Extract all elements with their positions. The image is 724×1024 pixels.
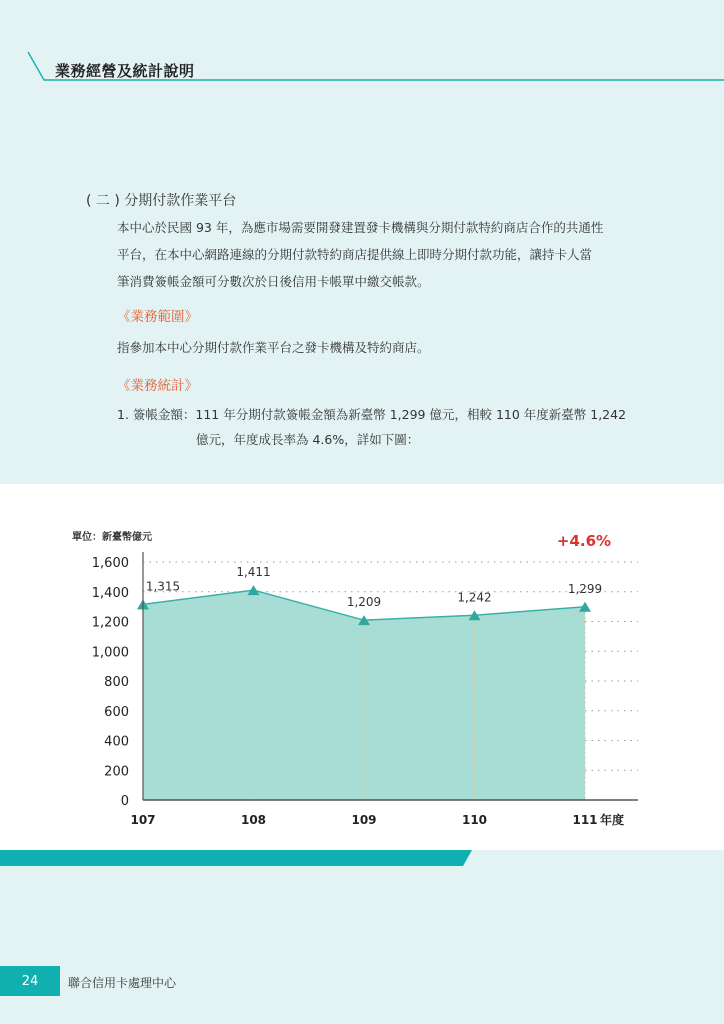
intro-line: 本中心於民國 93 年，為應市場需要開發建置發卡機構與分期付款特約商店合作的共通性 — [117, 220, 604, 235]
y-tick-label: 1,000 — [91, 645, 129, 661]
growth-label: +4.6% — [556, 532, 612, 550]
unit-label: 單位：新臺幣億元 — [72, 532, 152, 543]
y-tick-label: 200 — [104, 764, 129, 780]
x-tick-label: 108 — [240, 813, 267, 827]
stats-line-1: 1. 簽帳金額：111 年分期付款簽帳金額為新臺幣 1,299 億元，相較 110 年度新臺幣 1,242 — [117, 407, 627, 422]
teal-band — [0, 850, 724, 866]
value-label: 1,411 — [236, 565, 271, 580]
x-tick-label: 109 — [351, 813, 377, 827]
value-label: 1,209 — [346, 595, 382, 610]
x-tick-label: 111 — [572, 813, 598, 827]
x-tick-label: 110 — [461, 813, 488, 827]
page-header — [0, 0, 724, 90]
y-tick-label: 1,200 — [91, 615, 129, 631]
page-number: 24 — [0, 966, 60, 996]
x-axis-label: 年度 — [600, 813, 625, 827]
intro-line: 筆消費簽帳金額可分數次於日後信用卡帳單中繳交帳款。 — [117, 274, 430, 289]
value-label: 1,315 — [145, 579, 181, 594]
y-tick-label: 1,600 — [91, 556, 129, 571]
plot-area — [137, 585, 591, 800]
y-tick-label: 800 — [104, 675, 129, 690]
value-label: 1,242 — [457, 590, 492, 605]
scope-heading: 《業務範圍》 — [117, 309, 198, 325]
intro-paragraph — [117, 214, 642, 295]
y-tick-label: 400 — [104, 734, 129, 750]
stats-line-2: 億元，年度成長率為 4.6%，詳如下圖： — [196, 432, 420, 447]
y-tick-label: 0 — [120, 794, 129, 809]
y-tick-label: 600 — [104, 704, 129, 720]
intro-line: 平台，在本中心網路連線的分期付款特約商店提供線上即時分期付款功能，讓持卡人當 — [117, 247, 593, 262]
stats-heading: 《業務統計》 — [117, 378, 198, 394]
y-tick-label: 1,400 — [91, 585, 129, 601]
section-title: ( 二 ) 分期付款作業平台 — [86, 193, 237, 209]
x-tick-label: 107 — [130, 813, 156, 827]
scope-text: 指參加本中心分期付款作業平台之發卡機構及特約商店。 — [117, 340, 430, 355]
header-title: 業務經營及統計說明 — [55, 62, 195, 80]
value-label: 1,299 — [567, 581, 603, 596]
footer-organization: 聯合信用卡處理中心 — [68, 976, 177, 990]
area-chart — [0, 484, 724, 850]
